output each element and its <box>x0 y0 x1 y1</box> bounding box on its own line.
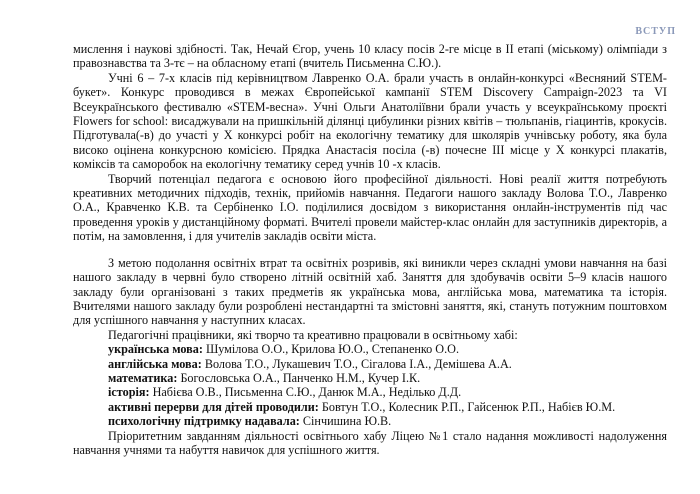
paragraph-hub-intro: Педагогічні працівники, які творчо та креативно працювали в освітньому хабі: <box>108 327 518 342</box>
hub-subject: історія: <box>108 385 150 400</box>
hub-row-ukrainian <box>73 342 667 356</box>
document-body <box>73 42 667 457</box>
hub-teacher-list <box>73 342 667 428</box>
hub-teachers: Шумілова О.О., Крилова Ю.О., Степаненко О.О. <box>205 342 460 357</box>
hub-teachers: Богословська О.А., Панченко Н.М., Кучер І.К. <box>180 370 421 385</box>
paragraph-priority: Пріоритетним завданням діяльності освітнього хабу Ліцею №1 стало надання можливості надолуження навчання учнями та набуття навичок для успішного життя. <box>73 428 667 457</box>
hub-subject: математика: <box>108 370 178 385</box>
hub-subject: англійська мова: <box>108 356 202 371</box>
hub-teachers: Бовтун Т.О., Колесник Р.П., Гайсенюк Р.П., Набієв Ю.М. <box>321 399 616 414</box>
hub-teachers: Сінчишина Ю.В. <box>302 414 392 429</box>
hub-subject: українська мова: <box>108 342 203 357</box>
paragraph-creative: Творчий потенціал педагога є основою його професійної діяльності. Нові реалії життя потребують креативних методичних підходів, технік, прийомів навчання. Педагоги нашого закладу Волова Т.О., Лавренко О.А., Кравченко К.В. та Сербіненко І.О. поділилися досвідом з використання онлайн-інструментів під час проведення уроків у дистанційному форматі. Вчителі провели майстер-клас онлайн для заступників директорів, а потім, на замовлення, і для учителів закладів освіти міста. <box>73 171 667 244</box>
hub-subject: психологічну підтримку надавала: <box>108 414 300 429</box>
hub-teachers: Волова Т.О., Лукашевич Т.О., Сігалова І.А., Демішева А.А. <box>204 356 512 371</box>
hub-subject: активні перерви для дітей проводили: <box>108 399 319 414</box>
paragraph-olympiad: мислення і наукові здібності. Так, Нечай Єгор, учень 10 класу посів 2-ге місце в ІІ етапі (міському) олімпіади з правознавства та 3-тє – на обласному етапі (вчитель Письменна С.Ю.). <box>73 42 667 71</box>
hub-row-breaks <box>73 400 667 414</box>
hub-row-history <box>73 385 667 399</box>
paragraph-stem: Учні 6 – 7-х класів під керівництвом Лавренко О.А. брали участь в онлайн-конкурсі «Весняний STEM-букет». Конкурс проводився в межах Європейської кампанії STEM Discovery Campaign-2023 та VІ Всеукраїнського фестивалю «STEM-весна». Учні Ольги Анатоліївни брали участь у всеукраїнському проєкті Flowers for school: висаджували на пришкільній ділянці цибулинки різних квітів – тюльпанів, гіацинтів, крокусів. Підготувала(-в) до участі у Х конкурсі робіт на екологічну тематику для школярів учнівську роботу, яка була високо оцінена конкурсною комісією. Прядка Анастасія посіла (-в) почесне ІІІ місце у Х конкурсі плакатів, коміксів та саморобок на екологічну тематику серед учнів 10 -х класів. <box>73 70 667 172</box>
hub-teachers: Набієва О.В., Письменна С.Ю., Данюк М.А., Неділько Д.Д. <box>152 385 462 400</box>
hub-row-psychology <box>73 414 667 428</box>
section-header: ВСТУП <box>635 26 676 37</box>
hub-row-math <box>73 371 667 385</box>
hub-row-english <box>73 357 667 371</box>
paragraph-hub: З метою подолання освітніх втрат та освітніх розривів, які виникли через складні умови навчання на базі нашого закладу в червні було створено літній освітній хаб. Заняття для здобувачів освіти 5–9 класів нашого закладу були організовані з таких предметів як українська мова, англійська мова, математика та історія. Вчителями нашого закладу були розроблені нестандартні та змістовні заняття, які, стануть потужним поштовхом для успішного навчання у наступних класах. <box>73 255 667 328</box>
spacer <box>73 244 667 256</box>
